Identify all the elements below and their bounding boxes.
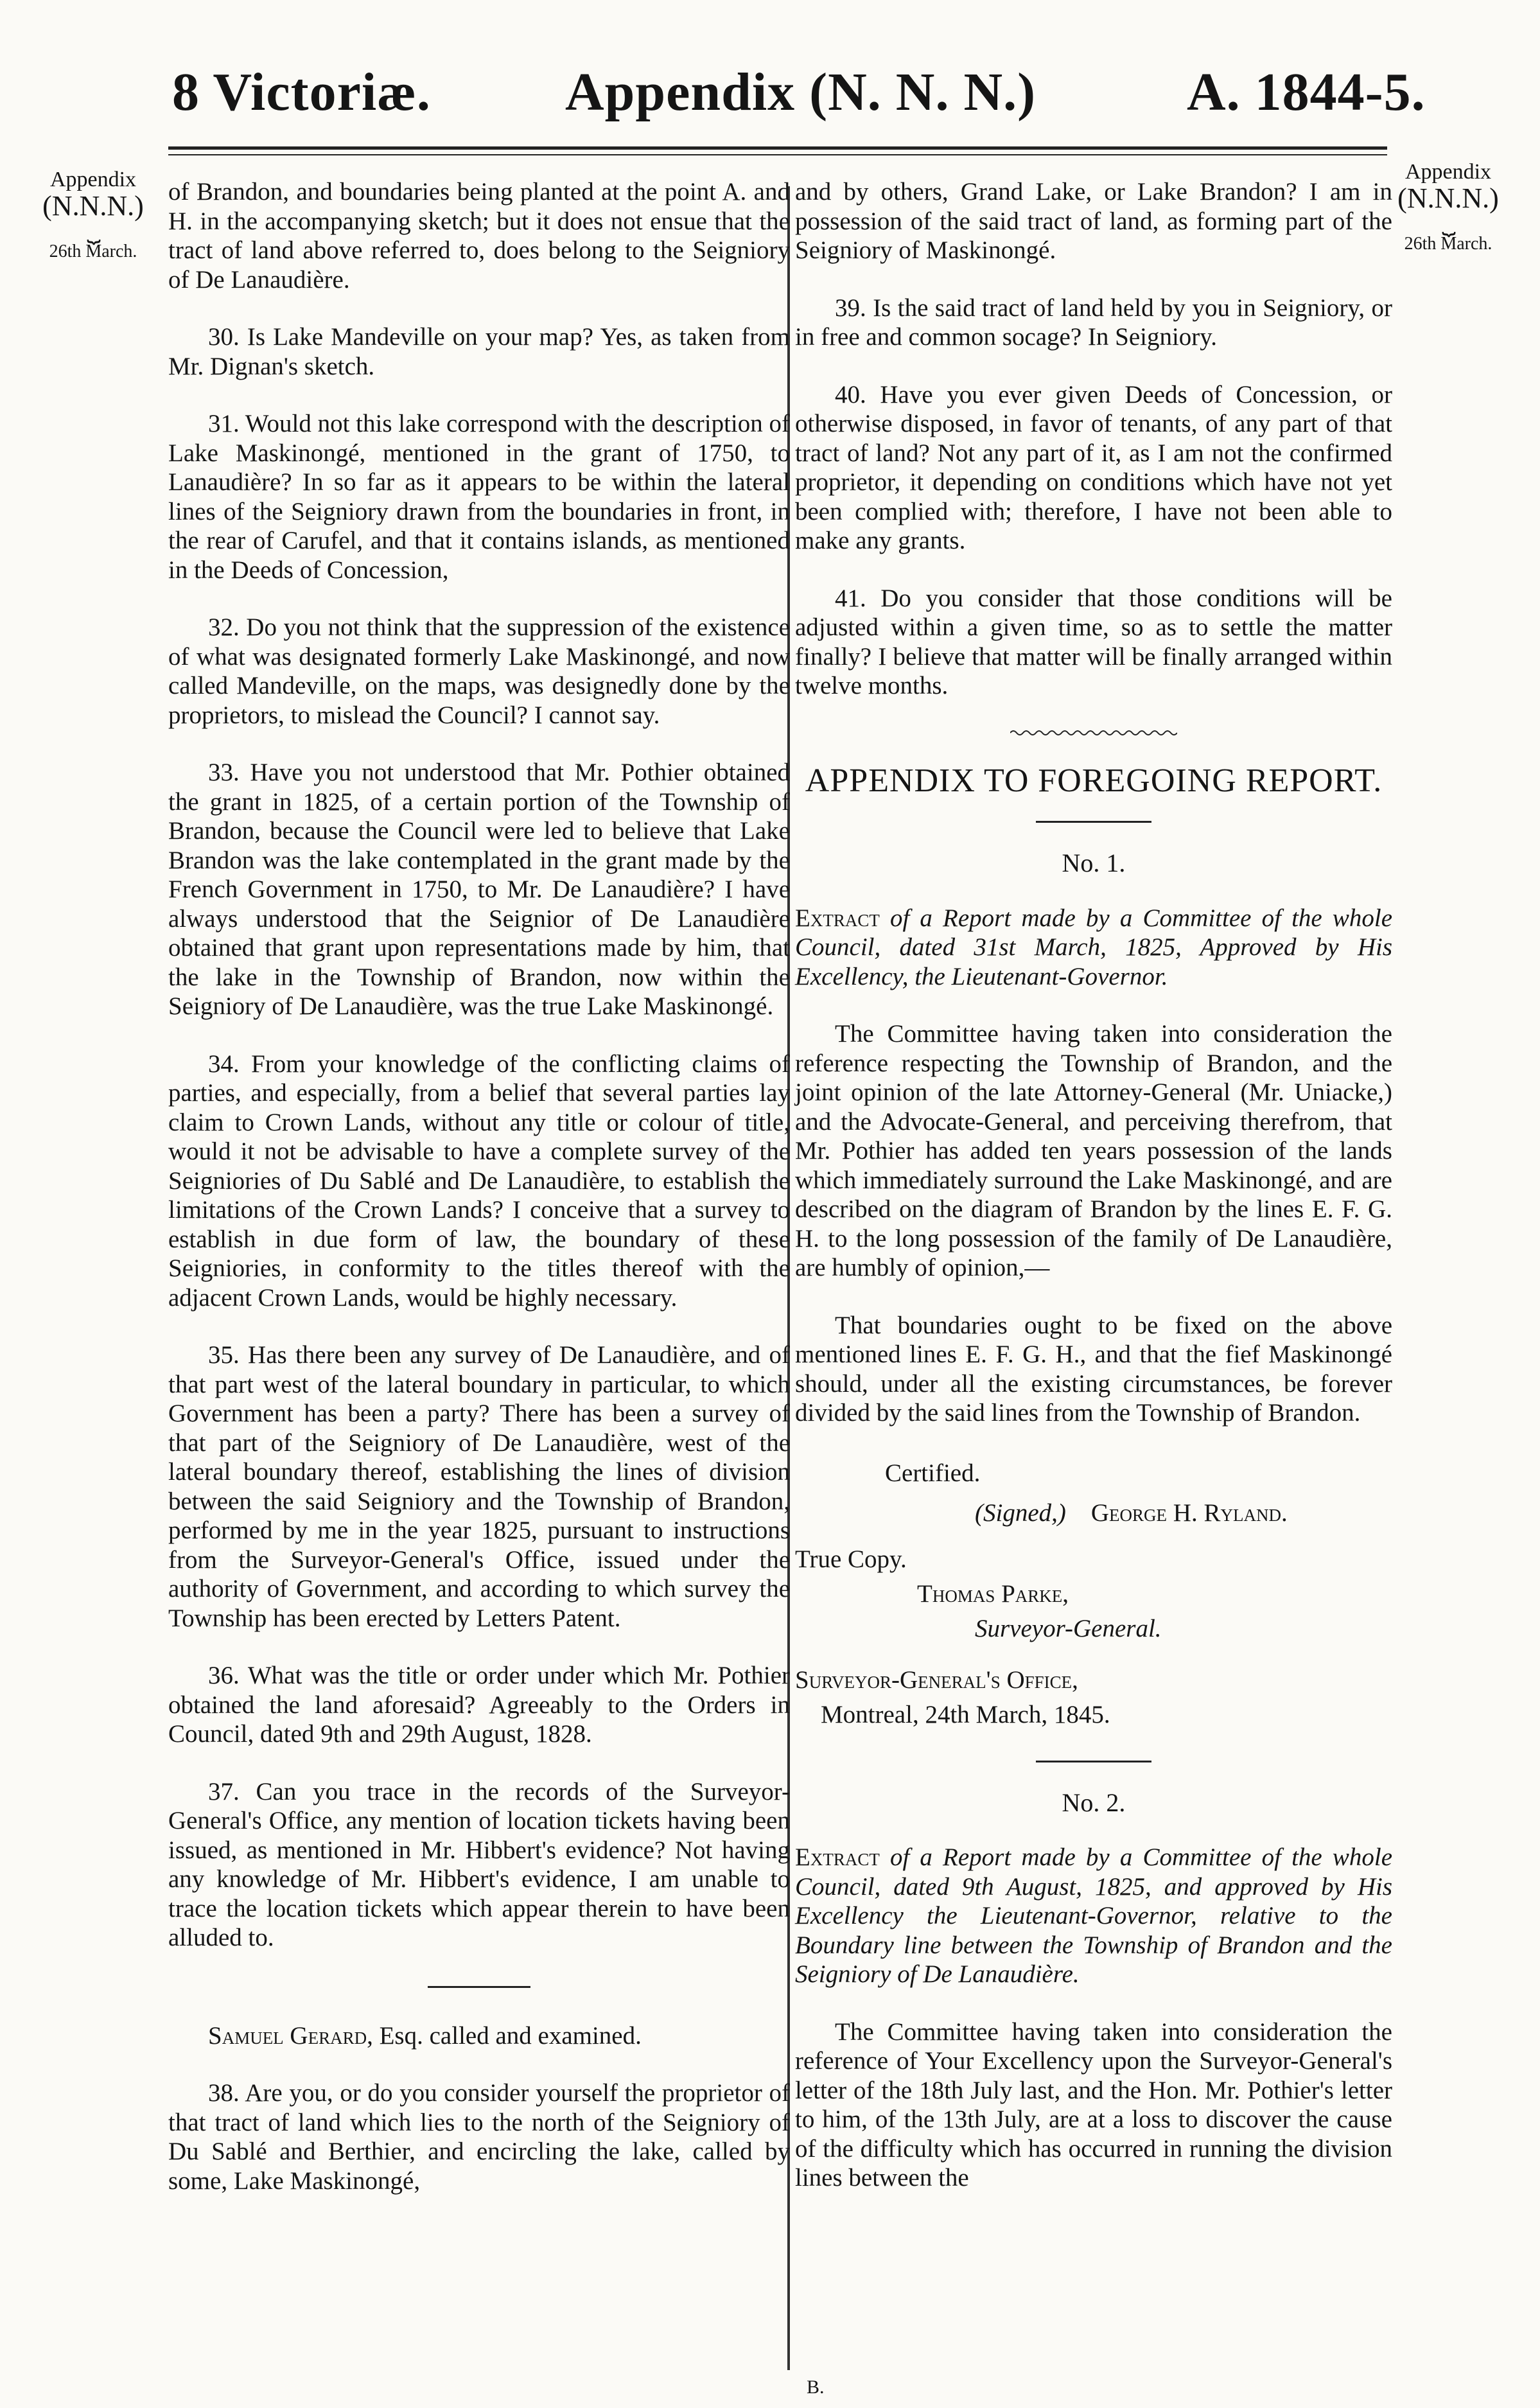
wavy-divider: [1010, 729, 1177, 737]
brace-icon: ⏟: [87, 216, 100, 243]
margin-note-date: 26th March.: [49, 241, 137, 261]
office-date-line: Montreal, 24th March, 1845.: [821, 1700, 1110, 1728]
question-38: 38. Are you, or do you consider yourself the proprietor of that tract of land which lies to the north of the Seigniory of Du Sablé and Berthier, and encircling the lake, called by some, Lake Maskinongé,: [168, 2079, 790, 2195]
question-34: 34. From your knowledge of the conflicting claims of parties, and especially, from a belief that several parties lay claim to Crown Lands, without any title or colour of title, would it not be advisable to have a complete survey of the Seigniories of Du Sablé and De Lanaudière, to establish the limitations of the Crown Lands? I conceive that a survey to establish in due form of law, the boundary of these Seigniories, in conformity to the titles thereof with the adjacent Crown Lands, would be highly necessary.: [168, 1050, 790, 1312]
question-35: 35. Has there been any survey of De Lanaudière, and of that part west of the lateral boundary in particular, to which Government has been a party? There has been a survey of that part of the Seigniory of De Lanaudière, west of the lateral boundary thereof, establishing the lines of division between the said Seigniory and the Township of Brandon, performed by me in the year 1825, pursuant to instructions from the Surveyor-General's Office, issued under the authority of Government, and according to which survey the Township has been erected by Letters Patent.: [168, 1341, 790, 1632]
document-number-1: No. 1.: [1062, 848, 1126, 877]
witness-name: Samuel Gerard,: [208, 2021, 373, 2050]
margin-note-title: Appendix: [49, 168, 137, 191]
intro-paragraph: of Brandon, and boundaries being planted at the point A. and H. in the accompanying sketch; but it does not ensue that the tract of land above referred to, does belong to the Seigniory of De Lanaudière.: [168, 178, 790, 294]
surveyor-name: Thomas Parke,: [917, 1579, 1069, 1608]
office-line: Surveyor-General's Office,: [795, 1665, 1078, 1694]
signature-mark: B.: [807, 2377, 825, 2398]
signed-label: (Signed,): [975, 1498, 1066, 1527]
brace-icon: ⏟: [1442, 209, 1455, 235]
question-33: 33. Have you not understood that Mr. Pothier obtained the grant in 1825, of a certain portion of the Township of Brandon, because the Council were led to believe that Lake Brandon was the lake contemplated in the grant made by the French Government in 1750, to Mr. De Lanaudière? I have always understood that the Seignior of De Lanaudière obtained that grant upon representations made by him, that the lake in the Township of Brandon, now within the Seigniory of De Lanaudière, was the true Lake Maskinongé.: [168, 759, 790, 1020]
margin-note-code: (N.N.N.): [42, 189, 144, 222]
year-label: A. 1844-5.: [1187, 62, 1426, 122]
committee-paragraph-3: The Committee having taken into consideration the reference of Your Excellency upon the Surveyor-General's letter of the 18th July last, and the Hon. Mr. Pothier's letter to him, of the 13th July, are at a loss to discover the cause of the difficulty which has occurred in running the division lines between the: [795, 2017, 1392, 2192]
question-41: 41. Do you consider that those conditions will be adjusted within a given time, so as to settle the matter finally? I believe that matter will be finally arranged within twelve months.: [795, 584, 1392, 699]
left-column: [168, 177, 790, 2224]
signed-line: [795, 1496, 1392, 1531]
question-38-continued: and by others, Grand Lake, or Lake Brandon? I am in possession of the said tract of land, as forming part of the Seigniory of Maskinongé.: [795, 178, 1392, 264]
header-rule-thick: [168, 146, 1387, 150]
question-32: 32. Do you not think that the suppression of the existence of what was designated formerly Lake Maskinongé, and now called Mandeville, on the maps, was designedly done by the proprietors, to mislead the Council? I cannot say.: [168, 613, 790, 729]
header-rule-thin: [168, 154, 1387, 155]
appendix-title: Appendix (N. N. N.): [565, 62, 1037, 122]
margin-note-left: [32, 168, 154, 261]
margin-note-right: [1387, 161, 1509, 253]
appendix-heading: APPENDIX TO FOREGOING REPORT.: [805, 762, 1383, 799]
extract-label: Extract: [795, 904, 880, 932]
extract-text: of a Report made by a Committee of the whole Council, dated 9th August, 1825, and approved by His Excellency the Lieutenant-Governor, relative to the Boundary line between the Township of Brandon and the Seigniory of De Lanaudière.: [795, 1843, 1392, 1988]
extract-text: of a Report made by a Committee of the whole Council, dated 31st March, 1825, Approved by His Excellency, the Lieutenant-Governor.: [795, 904, 1392, 990]
question-36: 36. What was the title or order under which Mr. Pothier obtained the land aforesaid? Agreeably to the Orders in Council, dated 9th and 29th August, 1828.: [168, 1662, 790, 1748]
signer-name: George H. Ryland.: [1090, 1498, 1288, 1527]
right-column: [795, 177, 1392, 2221]
extract-2: [795, 1843, 1392, 1989]
surveyor-title: Surveyor-General.: [975, 1614, 1162, 1642]
committee-paragraph-2: That boundaries ought to be fixed on the above mentioned lines E. F. G. H., and that the fief Maskinongé should, under all the existing circumstances, be forever divided by the said lines from the Township of Brandon.: [795, 1311, 1392, 1427]
certified-line: Certified.: [885, 1459, 981, 1487]
extract-1: [795, 904, 1392, 992]
question-30: 30. Is Lake Mandeville on your map? Yes, as taken from Mr. Dignan's sketch.: [168, 323, 790, 380]
true-copy-line: True Copy.: [795, 1545, 907, 1573]
question-37: 37. Can you trace in the records of the Surveyor-General's Office, any mention of location tickets having been issued, as mentioned in Mr. Hibbert's evidence? Not having any knowledge of Mr. Hibbert's evidence, I am unable to trace the location tickets which appear therein to have been alluded to.: [168, 1777, 790, 1951]
section-rule: [1036, 1761, 1151, 1762]
witness-rest: Esq. called and examined.: [372, 2021, 642, 2050]
extract-label: Extract: [795, 1843, 880, 1871]
section-rule: [1036, 821, 1151, 823]
question-31: 31. Would not this lake correspond with the description of Lake Maskinongé, mentioned in the grant of 1750, to Lanaudière? In so far as it appears to be within the lateral lines of the Seigniory drawn from the boundaries in front, in the rear of Carufel, and that it contains islands, as mentioned in the Deeds of Concession,: [168, 410, 790, 584]
margin-note-date: 26th March.: [1404, 233, 1492, 254]
margin-note-code: (N.N.N.): [1397, 182, 1499, 214]
committee-paragraph-1: The Committee having taken into consideration the reference respecting the Township of Brandon, and the joint opinion of the late Attorney-General (Mr. Uniacke,) and the Advocate-General, and perceiving therefrom, that Mr. Pothier has added ten years possession of the lands which immediately surround the Lake Maskinongé, and are described on the diagram of Brandon by the lines E. F. G. H. to the long possession of the family of De Lanaudière, are humbly of opinion,—: [795, 1020, 1392, 1281]
page-header: [0, 61, 1540, 138]
document-number-2: No. 2.: [1062, 1788, 1126, 1817]
question-40: 40. Have you ever given Deeds of Concession, or otherwise disposed, in favor of tenants, of any part of that tract of land? Not any part of it, as I am not the confirmed proprietor, it depending on conditions which have not yet been complied with; therefore, I have not been able to make any grants.: [795, 380, 1392, 554]
signature-block: [795, 1456, 1392, 1732]
section-rule: [428, 1986, 530, 1988]
margin-note-title: Appendix: [1404, 160, 1492, 184]
question-39: 39. Is the said tract of land held by you in Seigniory, or in free and common socage? In Seigniory.: [795, 294, 1392, 351]
session-label: 8 Victoriæ.: [172, 62, 431, 122]
witness-heading: [168, 2021, 790, 2051]
